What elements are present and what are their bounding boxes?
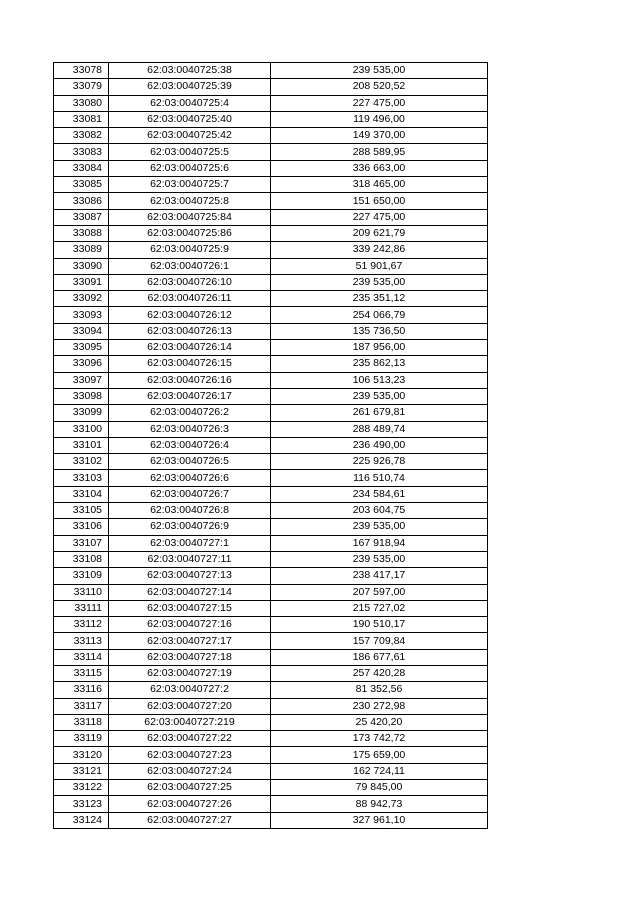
cadastral-number-cell: 62:03:0040726:12 (109, 307, 271, 323)
row-number-cell: 33080 (54, 95, 109, 111)
table-row (54, 665, 488, 681)
table-row (54, 519, 488, 535)
row-number-cell: 33117 (54, 698, 109, 714)
row-number-cell: 33102 (54, 454, 109, 470)
value-cell: 149 370,00 (271, 128, 488, 144)
row-number-cell: 33114 (54, 649, 109, 665)
cadastral-number-cell: 62:03:0040726:3 (109, 421, 271, 437)
cadastral-number-cell: 62:03:0040726:7 (109, 486, 271, 502)
table-row (54, 128, 488, 144)
cadastral-number-cell: 62:03:0040727:18 (109, 649, 271, 665)
row-number-cell: 33101 (54, 437, 109, 453)
value-cell: 257 420,28 (271, 665, 488, 681)
value-cell: 288 489,74 (271, 421, 488, 437)
value-cell: 173 742,72 (271, 731, 488, 747)
cadastral-number-cell: 62:03:0040727:19 (109, 665, 271, 681)
cadastral-number-cell: 62:03:0040725:84 (109, 209, 271, 225)
cadastral-number-cell: 62:03:0040725:7 (109, 177, 271, 193)
cadastral-number-cell: 62:03:0040726:2 (109, 405, 271, 421)
value-cell: 227 475,00 (271, 95, 488, 111)
table-row (54, 633, 488, 649)
cadastral-number-cell: 62:03:0040727:13 (109, 568, 271, 584)
value-cell: 235 351,12 (271, 291, 488, 307)
value-cell: 254 066,79 (271, 307, 488, 323)
row-number-cell: 33119 (54, 731, 109, 747)
value-cell: 135 736,50 (271, 323, 488, 339)
value-cell: 238 417,17 (271, 568, 488, 584)
row-number-cell: 33098 (54, 388, 109, 404)
table-row (54, 144, 488, 160)
row-number-cell: 33087 (54, 209, 109, 225)
value-cell: 79 845,00 (271, 780, 488, 796)
row-number-cell: 33123 (54, 796, 109, 812)
row-number-cell: 33079 (54, 79, 109, 95)
table-row (54, 600, 488, 616)
cadastral-number-cell: 62:03:0040727:20 (109, 698, 271, 714)
table-row (54, 503, 488, 519)
row-number-cell: 33099 (54, 405, 109, 421)
table-row (54, 372, 488, 388)
table-row (54, 763, 488, 779)
cadastral-number-cell: 62:03:0040727:26 (109, 796, 271, 812)
table-row (54, 177, 488, 193)
cadastral-number-cell: 62:03:0040726:5 (109, 454, 271, 470)
cadastral-number-cell: 62:03:0040725:4 (109, 95, 271, 111)
value-cell: 261 679,81 (271, 405, 488, 421)
row-number-cell: 33091 (54, 274, 109, 290)
table-row (54, 421, 488, 437)
row-number-cell: 33103 (54, 470, 109, 486)
value-cell: 318 465,00 (271, 177, 488, 193)
value-cell: 186 677,61 (271, 649, 488, 665)
cadastral-number-cell: 62:03:0040726:4 (109, 437, 271, 453)
row-number-cell: 33089 (54, 242, 109, 258)
cadastral-number-cell: 62:03:0040726:11 (109, 291, 271, 307)
value-cell: 239 535,00 (271, 388, 488, 404)
cadastral-number-cell: 62:03:0040726:14 (109, 340, 271, 356)
data-table (53, 62, 488, 829)
table-row (54, 682, 488, 698)
row-number-cell: 33084 (54, 160, 109, 176)
table-row (54, 274, 488, 290)
cadastral-number-cell: 62:03:0040726:6 (109, 470, 271, 486)
cadastral-number-cell: 62:03:0040727:219 (109, 714, 271, 730)
row-number-cell: 33122 (54, 780, 109, 796)
value-cell: 225 926,78 (271, 454, 488, 470)
value-cell: 234 584,61 (271, 486, 488, 502)
table-row (54, 649, 488, 665)
cadastral-number-cell: 62:03:0040727:22 (109, 731, 271, 747)
value-cell: 88 942,73 (271, 796, 488, 812)
row-number-cell: 33096 (54, 356, 109, 372)
cadastral-number-cell: 62:03:0040726:17 (109, 388, 271, 404)
row-number-cell: 33106 (54, 519, 109, 535)
table-row (54, 209, 488, 225)
table-row (54, 405, 488, 421)
value-cell: 207 597,00 (271, 584, 488, 600)
cadastral-number-cell: 62:03:0040727:15 (109, 600, 271, 616)
table-row (54, 731, 488, 747)
cadastral-number-cell: 62:03:0040727:11 (109, 551, 271, 567)
cadastral-number-cell: 62:03:0040727:27 (109, 812, 271, 828)
table-row (54, 437, 488, 453)
value-cell: 239 535,00 (271, 519, 488, 535)
value-cell: 336 663,00 (271, 160, 488, 176)
table-row (54, 584, 488, 600)
table-row (54, 568, 488, 584)
table-row (54, 388, 488, 404)
value-cell: 157 709,84 (271, 633, 488, 649)
row-number-cell: 33094 (54, 323, 109, 339)
cadastral-number-cell: 62:03:0040727:1 (109, 535, 271, 551)
row-number-cell: 33078 (54, 63, 109, 79)
cadastral-number-cell: 62:03:0040725:9 (109, 242, 271, 258)
cadastral-number-cell: 62:03:0040727:14 (109, 584, 271, 600)
cadastral-number-cell: 62:03:0040726:13 (109, 323, 271, 339)
row-number-cell: 33110 (54, 584, 109, 600)
table-row (54, 307, 488, 323)
table-row (54, 225, 488, 241)
cadastral-number-cell: 62:03:0040727:24 (109, 763, 271, 779)
row-number-cell: 33108 (54, 551, 109, 567)
cadastral-number-cell: 62:03:0040726:1 (109, 258, 271, 274)
row-number-cell: 33111 (54, 600, 109, 616)
cadastral-number-cell: 62:03:0040725:38 (109, 63, 271, 79)
cadastral-number-cell: 62:03:0040726:16 (109, 372, 271, 388)
row-number-cell: 33085 (54, 177, 109, 193)
row-number-cell: 33095 (54, 340, 109, 356)
cadastral-number-cell: 62:03:0040727:25 (109, 780, 271, 796)
table-row (54, 486, 488, 502)
row-number-cell: 33118 (54, 714, 109, 730)
row-number-cell: 33113 (54, 633, 109, 649)
table-row (54, 291, 488, 307)
table-row (54, 796, 488, 812)
cadastral-number-cell: 62:03:0040726:9 (109, 519, 271, 535)
value-cell: 175 659,00 (271, 747, 488, 763)
value-cell: 25 420,20 (271, 714, 488, 730)
table-row (54, 63, 488, 79)
row-number-cell: 33083 (54, 144, 109, 160)
cadastral-number-cell: 62:03:0040725:8 (109, 193, 271, 209)
table-row (54, 356, 488, 372)
row-number-cell: 33121 (54, 763, 109, 779)
row-number-cell: 33104 (54, 486, 109, 502)
table-row (54, 470, 488, 486)
value-cell: 239 535,00 (271, 63, 488, 79)
row-number-cell: 33105 (54, 503, 109, 519)
value-cell: 235 862,13 (271, 356, 488, 372)
table-row (54, 193, 488, 209)
row-number-cell: 33088 (54, 225, 109, 241)
table-row (54, 454, 488, 470)
table-body (54, 63, 488, 829)
value-cell: 51 901,67 (271, 258, 488, 274)
table-row (54, 551, 488, 567)
cadastral-number-cell: 62:03:0040727:2 (109, 682, 271, 698)
value-cell: 209 621,79 (271, 225, 488, 241)
value-cell: 119 496,00 (271, 111, 488, 127)
value-cell: 288 589,95 (271, 144, 488, 160)
value-cell: 208 520,52 (271, 79, 488, 95)
cadastral-number-cell: 62:03:0040727:17 (109, 633, 271, 649)
value-cell: 81 352,56 (271, 682, 488, 698)
table-row (54, 617, 488, 633)
cadastral-number-cell: 62:03:0040725:6 (109, 160, 271, 176)
value-cell: 203 604,75 (271, 503, 488, 519)
value-cell: 327 961,10 (271, 812, 488, 828)
value-cell: 227 475,00 (271, 209, 488, 225)
row-number-cell: 33120 (54, 747, 109, 763)
cadastral-number-cell: 62:03:0040725:39 (109, 79, 271, 95)
row-number-cell: 33097 (54, 372, 109, 388)
cadastral-number-cell: 62:03:0040726:8 (109, 503, 271, 519)
table-row (54, 780, 488, 796)
row-number-cell: 33092 (54, 291, 109, 307)
row-number-cell: 33081 (54, 111, 109, 127)
row-number-cell: 33086 (54, 193, 109, 209)
table-row (54, 160, 488, 176)
row-number-cell: 33100 (54, 421, 109, 437)
cadastral-number-cell: 62:03:0040726:15 (109, 356, 271, 372)
value-cell: 167 918,94 (271, 535, 488, 551)
table-row (54, 698, 488, 714)
value-cell: 230 272,98 (271, 698, 488, 714)
row-number-cell: 33090 (54, 258, 109, 274)
cadastral-number-cell: 62:03:0040726:10 (109, 274, 271, 290)
cadastral-number-cell: 62:03:0040725:40 (109, 111, 271, 127)
value-cell: 162 724,11 (271, 763, 488, 779)
table-row (54, 111, 488, 127)
table-row (54, 95, 488, 111)
cadastral-number-cell: 62:03:0040727:16 (109, 617, 271, 633)
table-row (54, 242, 488, 258)
row-number-cell: 33116 (54, 682, 109, 698)
cadastral-number-cell: 62:03:0040725:42 (109, 128, 271, 144)
value-cell: 106 513,23 (271, 372, 488, 388)
table-row (54, 812, 488, 828)
row-number-cell: 33112 (54, 617, 109, 633)
value-cell: 236 490,00 (271, 437, 488, 453)
value-cell: 215 727,02 (271, 600, 488, 616)
table-row (54, 535, 488, 551)
table-row (54, 714, 488, 730)
value-cell: 239 535,00 (271, 551, 488, 567)
row-number-cell: 33107 (54, 535, 109, 551)
row-number-cell: 33115 (54, 665, 109, 681)
row-number-cell: 33124 (54, 812, 109, 828)
row-number-cell: 33093 (54, 307, 109, 323)
table-row (54, 340, 488, 356)
value-cell: 239 535,00 (271, 274, 488, 290)
value-cell: 190 510,17 (271, 617, 488, 633)
value-cell: 187 956,00 (271, 340, 488, 356)
row-number-cell: 33082 (54, 128, 109, 144)
cadastral-number-cell: 62:03:0040725:86 (109, 225, 271, 241)
cadastral-number-cell: 62:03:0040727:23 (109, 747, 271, 763)
table-row (54, 747, 488, 763)
table-row (54, 79, 488, 95)
value-cell: 151 650,00 (271, 193, 488, 209)
cadastral-number-cell: 62:03:0040725:5 (109, 144, 271, 160)
table-row (54, 323, 488, 339)
row-number-cell: 33109 (54, 568, 109, 584)
table-row (54, 258, 488, 274)
value-cell: 339 242,86 (271, 242, 488, 258)
value-cell: 116 510,74 (271, 470, 488, 486)
